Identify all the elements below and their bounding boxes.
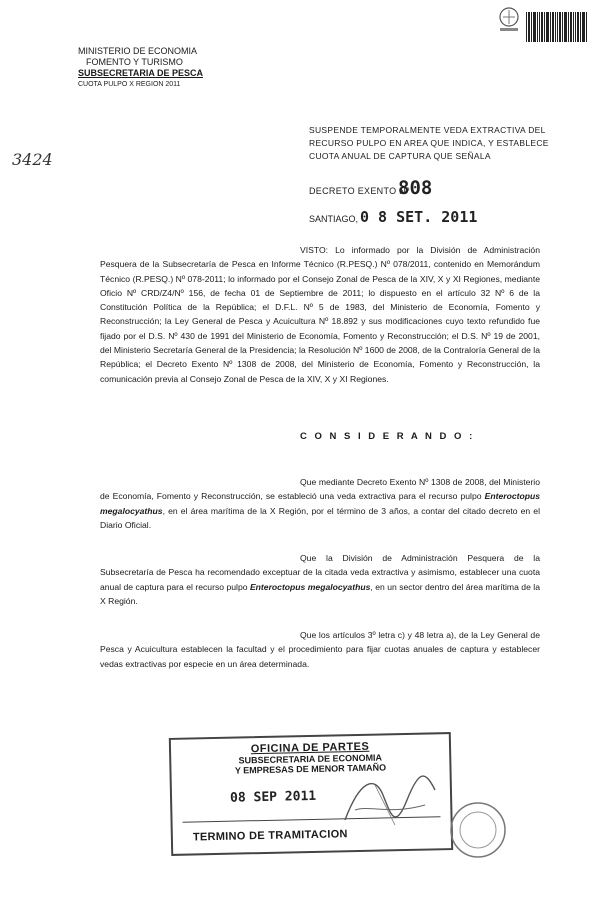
considerando-1-text-a: Que mediante Decreto Exento Nº 1308 de 2008, del Ministerio de Economía, Fomento y Reconstrucción, se estableció una veda extractiva para el recurso pulpo xyxy=(100,477,540,502)
species-name: Enteroctopus megalocyathus xyxy=(100,491,540,516)
stamp-date: 08 SEP 2011 xyxy=(229,788,317,806)
stamp-line-3: Y EMPRESAS DE MENOR TAMAÑO xyxy=(234,762,387,776)
considerando-1 xyxy=(100,475,540,532)
considerando-3 xyxy=(100,628,540,671)
considerando-2-text-a: Que la División de Administración Pesquera de la Subsecretaría de Pesca ha recomendado exceptuar de la citada veda extractiva y asimismo, establecer una cuota anual de captura para el recurso pulpo xyxy=(100,553,540,592)
title-line-3: CUOTA ANUAL DE CAPTURA QUE SEÑALA xyxy=(309,151,491,161)
official-seal xyxy=(448,800,508,860)
visto-text: Lo informado por la División de Administración Pesquera de la Subsecretaría de Pesca en Informe Técnico (R.PESQ.) Nº 078/2011, contenido en Memorándum Técnico (R.PESQ.) Nº 078-2011; lo informado por el Consejo Zonal de Pesca de la XIV, X y XI Regiones, mediante Oficio Nº CRD/Z4/Nº 156, de fecha 01 de Septiembre de 2011; lo dispuesto en el artículo 32 Nº 6 de la Constitución Política de la República; el D.F.L. Nº 5 de 1983, del Ministerio de Economía, Fomento y Reconstrucción; la Ley General de Pesca y Acuicultura Nº 18.892 y sus modificaciones cuyo texto refundido fue fijado por el D.S. Nº 430 de 1991 del Ministerio de Economía, Fomento y Reconstrucción; el D.S. Nº 19 de 2001, del Ministerio Secretaría General de la Presidencia; la Resolución Nº 1600 de 2008, de la Contraloría General de la República; el Decreto Exento Nº 1308 de 2008, del Ministerio de Economía, Fomento y Reconstrucción, la comunicación previa al Consejo Zonal de Pesca de la XIV, X y XI Regiones. xyxy=(100,245,540,384)
ministry-line-2: FOMENTO Y TURISMO xyxy=(86,57,183,67)
stamp-line-1: OFICINA DE PARTES xyxy=(250,740,370,756)
barcode xyxy=(526,8,596,42)
ministry-line-1: MINISTERIO DE ECONOMIA xyxy=(78,46,198,56)
visto-section xyxy=(100,243,540,386)
ministry-header xyxy=(78,46,203,90)
considerando-2-text-b: , en un sector dentro del área marítima de la X Región. xyxy=(100,581,540,606)
title-line-1: SUSPENDE TEMPORALMENTE VEDA EXTRACTIVA DEL xyxy=(309,125,546,135)
stamp-footer: TERMINO DE TRAMITACION xyxy=(192,828,348,844)
decree-label: DECRETO EXENTO Nº xyxy=(309,186,410,196)
decree-title xyxy=(309,124,569,163)
considerando-heading: C O N S I D E R A N D O : xyxy=(300,431,475,442)
considerando-3-text-a: Que los artículos 3º letra c) y 48 letra a), de la Ley General de Pesca y Acuicultura establecen la facultad y el procedimiento para fijar cuotas anuales de captura y establecer vedas extractivas por especie en un área determinada. xyxy=(100,630,540,669)
title-line-2: RECURSO PULPO EN AREA QUE INDICA, Y ESTABLECE xyxy=(309,138,549,148)
considerando-1-text-b: , en el área marítima de la X Región, por el término de 3 años, a contar del citado decreto en el Diario Oficial. xyxy=(100,505,540,530)
species-name: Enteroctopus megalocyathus xyxy=(249,581,371,592)
decree-date: 0 8 SET. 2011 xyxy=(360,208,478,226)
visto-lead: VISTO: xyxy=(300,245,329,255)
decree-place: SANTIAGO, xyxy=(309,214,359,224)
signature xyxy=(335,760,445,840)
handwritten-number: 3424 xyxy=(12,150,53,169)
subsecretaria: SUBSECRETARIA DE PESCA xyxy=(78,68,204,78)
logo-seal xyxy=(494,4,524,34)
stamp-line-2: SUBSECRETARIA DE ECONOMIA xyxy=(238,752,383,766)
reference-line: CUOTA PULPO X REGION 2011 xyxy=(78,81,181,88)
considerando-2 xyxy=(100,551,540,608)
decree-number: 808 xyxy=(398,177,433,199)
